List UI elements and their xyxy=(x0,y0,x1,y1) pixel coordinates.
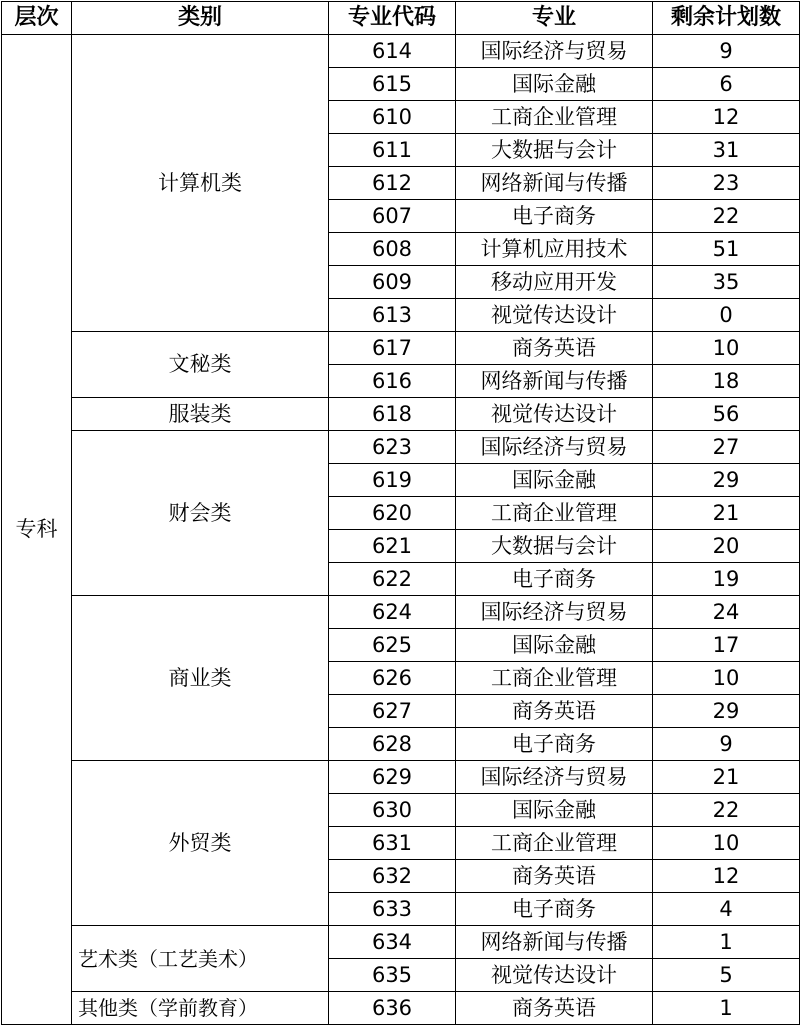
code-cell: 613 xyxy=(329,299,456,332)
remaining-cell: 5 xyxy=(653,959,800,992)
code-cell: 629 xyxy=(329,761,456,794)
code-cell: 618 xyxy=(329,398,456,431)
remaining-cell: 6 xyxy=(653,68,800,101)
remaining-cell: 22 xyxy=(653,200,800,233)
remaining-cell: 12 xyxy=(653,101,800,134)
major-cell: 电子商务 xyxy=(456,563,653,596)
header-code: 专业代码 xyxy=(329,2,456,35)
code-cell: 616 xyxy=(329,365,456,398)
major-cell: 工商企业管理 xyxy=(456,662,653,695)
code-cell: 624 xyxy=(329,596,456,629)
remaining-cell: 9 xyxy=(653,728,800,761)
code-cell: 633 xyxy=(329,893,456,926)
remaining-cell: 23 xyxy=(653,167,800,200)
code-cell: 630 xyxy=(329,794,456,827)
major-cell: 商务英语 xyxy=(456,332,653,365)
remaining-cell: 21 xyxy=(653,497,800,530)
table-row xyxy=(2,332,800,365)
code-cell: 634 xyxy=(329,926,456,959)
code-cell: 611 xyxy=(329,134,456,167)
code-cell: 621 xyxy=(329,530,456,563)
major-cell: 工商企业管理 xyxy=(456,497,653,530)
remaining-cell: 21 xyxy=(653,761,800,794)
remaining-cell: 1 xyxy=(653,926,800,959)
remaining-cell: 24 xyxy=(653,596,800,629)
code-cell: 626 xyxy=(329,662,456,695)
remaining-cell: 20 xyxy=(653,530,800,563)
code-cell: 632 xyxy=(329,860,456,893)
table-row xyxy=(2,398,800,431)
code-cell: 617 xyxy=(329,332,456,365)
major-cell: 视觉传达设计 xyxy=(456,959,653,992)
category-cell: 艺术类（工艺美术） xyxy=(72,926,329,992)
category-cell: 商业类 xyxy=(72,596,329,761)
major-cell: 国际经济与贸易 xyxy=(456,596,653,629)
code-cell: 636 xyxy=(329,992,456,1025)
remaining-cell: 27 xyxy=(653,431,800,464)
header-row xyxy=(2,2,800,35)
code-cell: 622 xyxy=(329,563,456,596)
code-cell: 625 xyxy=(329,629,456,662)
code-cell: 623 xyxy=(329,431,456,464)
header-level: 层次 xyxy=(2,2,72,35)
major-cell: 大数据与会计 xyxy=(456,134,653,167)
category-cell: 其他类（学前教育） xyxy=(72,992,329,1025)
code-cell: 615 xyxy=(329,68,456,101)
category-cell: 文秘类 xyxy=(72,332,329,398)
level-cell: 专科 xyxy=(2,35,72,1025)
table-body xyxy=(2,35,800,1025)
table-row xyxy=(2,761,800,794)
remaining-cell: 22 xyxy=(653,794,800,827)
major-cell: 网络新闻与传播 xyxy=(456,167,653,200)
table-row xyxy=(2,992,800,1025)
major-cell: 国际经济与贸易 xyxy=(456,761,653,794)
category-cell: 计算机类 xyxy=(72,35,329,332)
header-remaining: 剩余计划数 xyxy=(653,2,800,35)
major-cell: 视觉传达设计 xyxy=(456,398,653,431)
code-cell: 619 xyxy=(329,464,456,497)
remaining-cell: 10 xyxy=(653,662,800,695)
remaining-cell: 10 xyxy=(653,827,800,860)
major-cell: 电子商务 xyxy=(456,893,653,926)
remaining-cell: 29 xyxy=(653,695,800,728)
remaining-cell: 56 xyxy=(653,398,800,431)
code-cell: 631 xyxy=(329,827,456,860)
major-cell: 大数据与会计 xyxy=(456,530,653,563)
category-cell: 外贸类 xyxy=(72,761,329,926)
remaining-cell: 0 xyxy=(653,299,800,332)
remaining-cell: 12 xyxy=(653,860,800,893)
major-cell: 移动应用开发 xyxy=(456,266,653,299)
code-cell: 635 xyxy=(329,959,456,992)
major-cell: 网络新闻与传播 xyxy=(456,926,653,959)
code-cell: 628 xyxy=(329,728,456,761)
major-cell: 工商企业管理 xyxy=(456,101,653,134)
enrollment-plan-table xyxy=(1,1,800,1025)
major-cell: 国际金融 xyxy=(456,464,653,497)
category-cell: 财会类 xyxy=(72,431,329,596)
category-cell: 服装类 xyxy=(72,398,329,431)
major-cell: 视觉传达设计 xyxy=(456,299,653,332)
major-cell: 国际经济与贸易 xyxy=(456,431,653,464)
remaining-cell: 19 xyxy=(653,563,800,596)
table-row xyxy=(2,926,800,959)
code-cell: 609 xyxy=(329,266,456,299)
remaining-cell: 51 xyxy=(653,233,800,266)
major-cell: 计算机应用技术 xyxy=(456,233,653,266)
major-cell: 商务英语 xyxy=(456,860,653,893)
remaining-cell: 31 xyxy=(653,134,800,167)
major-cell: 国际金融 xyxy=(456,68,653,101)
code-cell: 610 xyxy=(329,101,456,134)
code-cell: 607 xyxy=(329,200,456,233)
remaining-cell: 4 xyxy=(653,893,800,926)
code-cell: 608 xyxy=(329,233,456,266)
code-cell: 612 xyxy=(329,167,456,200)
remaining-cell: 9 xyxy=(653,35,800,68)
header-major: 专业 xyxy=(456,2,653,35)
major-cell: 工商企业管理 xyxy=(456,827,653,860)
major-cell: 电子商务 xyxy=(456,200,653,233)
major-cell: 国际金融 xyxy=(456,629,653,662)
major-cell: 商务英语 xyxy=(456,992,653,1025)
table-row xyxy=(2,596,800,629)
header-category: 类别 xyxy=(72,2,329,35)
remaining-cell: 18 xyxy=(653,365,800,398)
major-cell: 国际经济与贸易 xyxy=(456,35,653,68)
major-cell: 国际金融 xyxy=(456,794,653,827)
major-cell: 电子商务 xyxy=(456,728,653,761)
code-cell: 614 xyxy=(329,35,456,68)
remaining-cell: 29 xyxy=(653,464,800,497)
code-cell: 620 xyxy=(329,497,456,530)
table-row xyxy=(2,431,800,464)
table-row xyxy=(2,35,800,68)
remaining-cell: 1 xyxy=(653,992,800,1025)
remaining-cell: 17 xyxy=(653,629,800,662)
major-cell: 商务英语 xyxy=(456,695,653,728)
remaining-cell: 10 xyxy=(653,332,800,365)
remaining-cell: 35 xyxy=(653,266,800,299)
code-cell: 627 xyxy=(329,695,456,728)
major-cell: 网络新闻与传播 xyxy=(456,365,653,398)
